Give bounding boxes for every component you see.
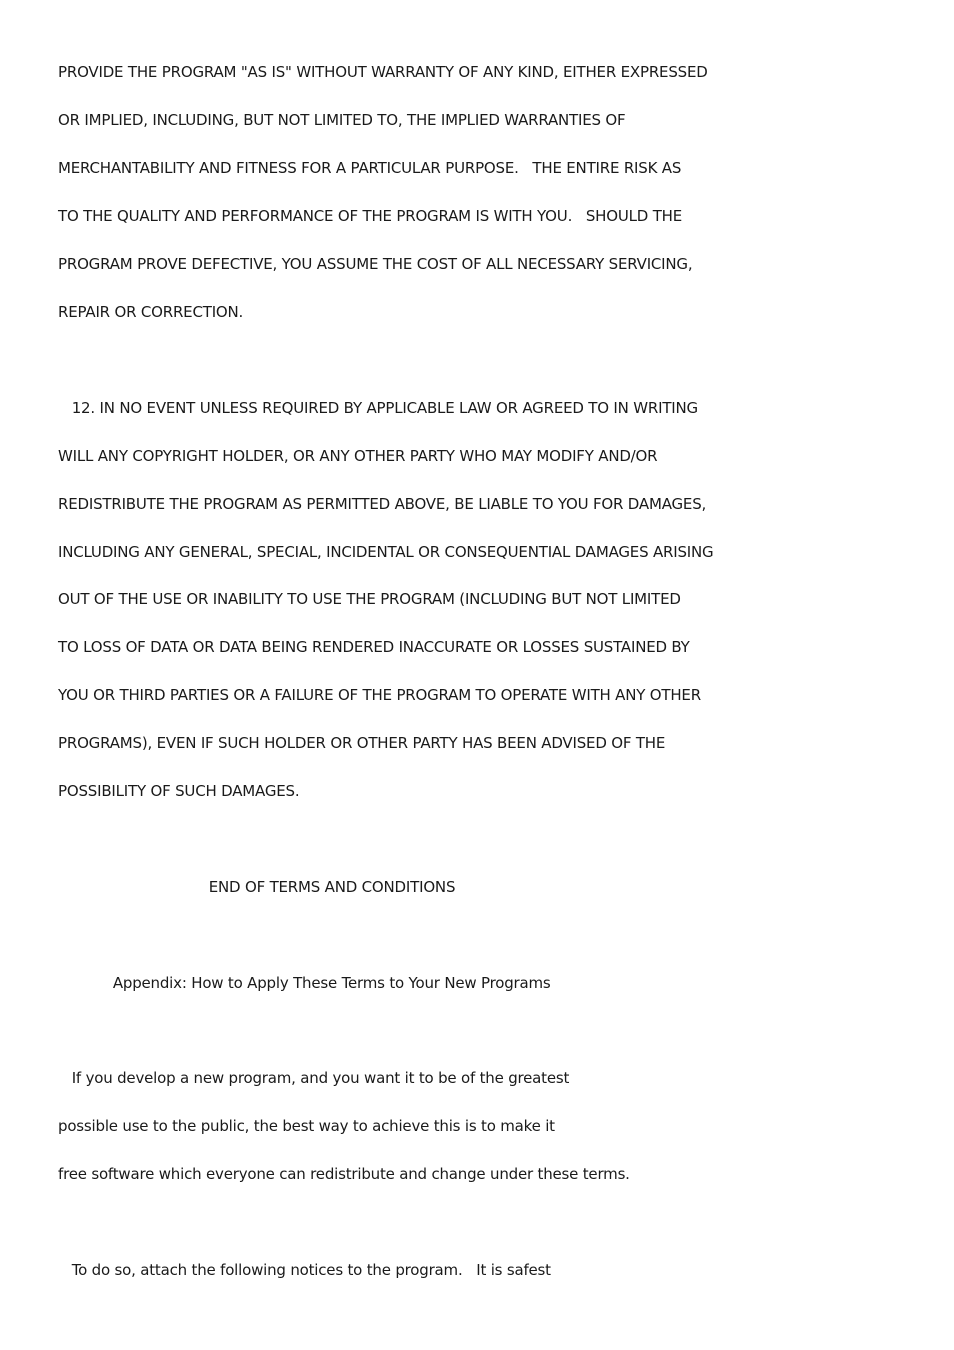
section-12-line: PROGRAMS), EVEN IF SUCH HOLDER OR OTHER PARTY HAS BEEN ADVISED OF THE [58,734,666,752]
appendix-paragraph-line: If you develop a new program, and you want it to be of the greatest [58,1069,570,1087]
section-12-line: POSSIBILITY OF SUCH DAMAGES. [58,782,300,800]
warranty-line: PROGRAM PROVE DEFECTIVE, YOU ASSUME THE COST OF ALL NECESSARY SERVICING, [58,255,693,273]
section-12-line: YOU OR THIRD PARTIES OR A FAILURE OF THE PROGRAM TO OPERATE WITH ANY OTHER [58,686,701,704]
section-12-line: WILL ANY COPYRIGHT HOLDER, OR ANY OTHER PARTY WHO MAY MODIFY AND/OR [58,447,658,465]
appendix-heading: Appendix: How to Apply These Terms to Your New Programs [58,974,551,992]
section-12-line: OUT OF THE USE OR INABILITY TO USE THE PROGRAM (INCLUDING BUT NOT LIMITED [58,590,681,608]
section-12-line: TO LOSS OF DATA OR DATA BEING RENDERED INACCURATE OR LOSSES SUSTAINED BY [58,638,690,656]
section-12-line: INCLUDING ANY GENERAL, SPECIAL, INCIDENTAL OR CONSEQUENTIAL DAMAGES ARISING [58,543,714,561]
appendix-paragraph-line: To do so, attach the following notices to the program. It is safest [58,1261,551,1279]
appendix-paragraph-line: free software which everyone can redistribute and change under these terms. [58,1165,630,1183]
section-12-line: REDISTRIBUTE THE PROGRAM AS PERMITTED ABOVE, BE LIABLE TO YOU FOR DAMAGES, [58,495,707,513]
warranty-line: TO THE QUALITY AND PERFORMANCE OF THE PROGRAM IS WITH YOU. SHOULD THE [58,207,683,225]
warranty-line: REPAIR OR CORRECTION. [58,303,244,321]
warranty-line: OR IMPLIED, INCLUDING, BUT NOT LIMITED TO, THE IMPLIED WARRANTIES OF [58,111,626,129]
warranty-line: PROVIDE THE PROGRAM "AS IS" WITHOUT WARRANTY OF ANY KIND, EITHER EXPRESSED [58,63,708,81]
warranty-line: MERCHANTABILITY AND FITNESS FOR A PARTICULAR PURPOSE. THE ENTIRE RISK AS [58,159,682,177]
appendix-paragraph-line: possible use to the public, the best way to achieve this is to make it [58,1117,555,1135]
end-of-terms-heading: END OF TERMS AND CONDITIONS [58,878,456,896]
section-12-line: 12. IN NO EVENT UNLESS REQUIRED BY APPLICABLE LAW OR AGREED TO IN WRITING [58,399,698,417]
